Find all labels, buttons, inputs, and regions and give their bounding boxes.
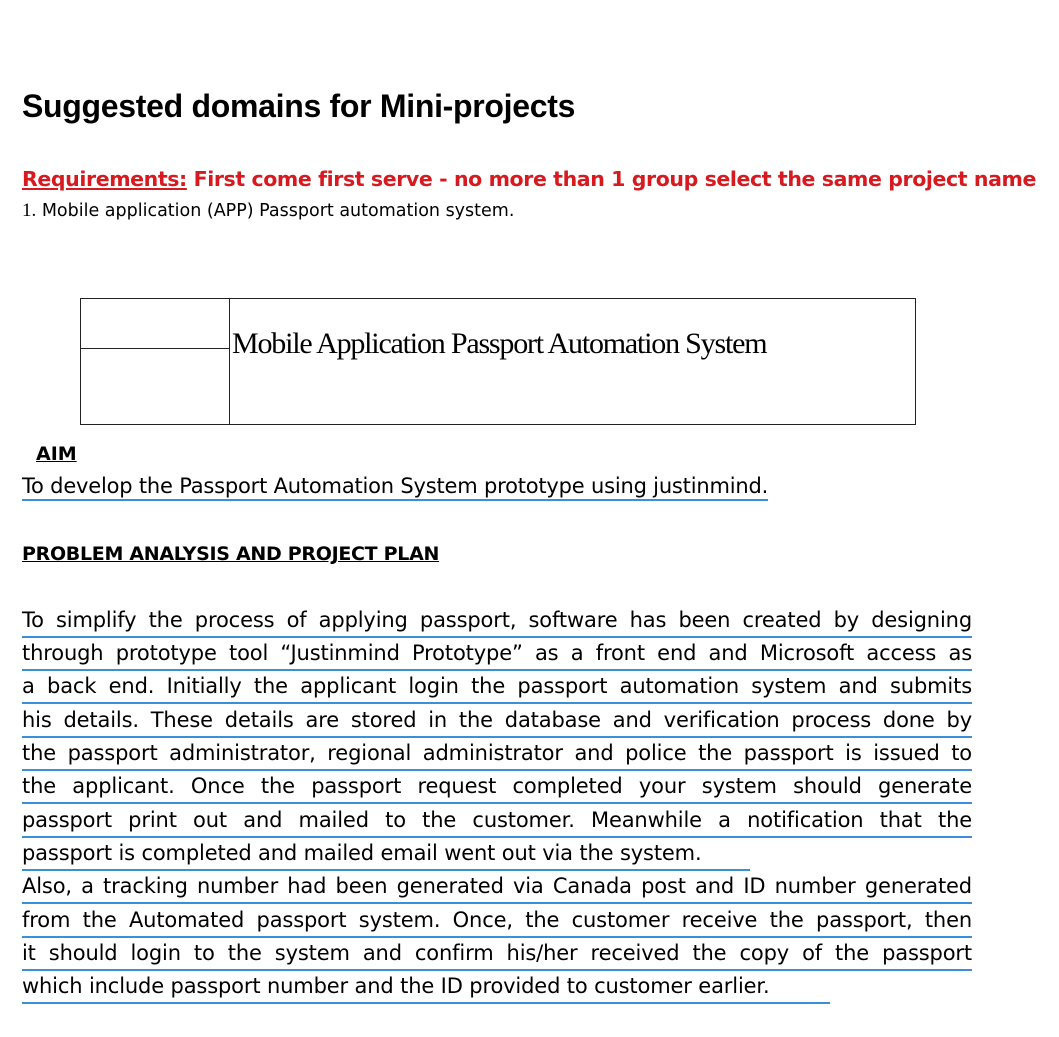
list-item-1 (22, 200, 514, 222)
list-item-number: 1. (22, 200, 37, 221)
aim-text: To develop the Passport Automation System prototype using justinmind. (22, 474, 768, 501)
requirements-text: First come first serve - no more than 1 group select the same project name (186, 167, 1036, 191)
table-divider-vertical (229, 299, 230, 424)
requirements-line (22, 167, 1059, 191)
paragraph-line: which include passport number and the ID provided to customer earlier. (22, 971, 830, 1004)
paragraph-line: from the Automated passport system. Once, the customer receive the passport, then (22, 905, 972, 938)
table-project-title: Mobile Application Passport Automation System (232, 327, 767, 360)
paragraph-line: passport print out and mailed to the customer. Meanwhile a notification that the (22, 805, 972, 838)
paragraph-line: a back end. Initially the applicant login the passport automation system and submits (22, 671, 972, 704)
paragraph-line: To simplify the process of applying passport, software has been created by designing (22, 605, 972, 638)
paragraph-line: passport is completed and mailed email went out via the system. (22, 838, 750, 871)
paragraph-line: his details. These details are stored in the database and verification process done by (22, 705, 972, 738)
aim-heading: AIM (36, 443, 77, 465)
paragraph-line: Also, a tracking number had been generated via Canada post and ID number generated (22, 871, 972, 904)
problem-analysis-heading: PROBLEM ANALYSIS AND PROJECT PLAN (22, 543, 440, 565)
paragraph-line: the passport administrator, regional administrator and police the passport is issued to (22, 738, 972, 771)
page-title: Suggested domains for Mini-projects (22, 88, 576, 124)
paragraph-line: the applicant. Once the passport request completed your system should generate (22, 771, 972, 804)
paragraph-line: it should login to the system and confirm his/her received the copy of the passport (22, 938, 972, 971)
table-divider-horizontal (81, 348, 229, 349)
requirements-label: Requirements: (22, 167, 187, 191)
paragraph-line: through prototype tool “Justinmind Prototype” as a front end and Microsoft access as (22, 638, 972, 671)
project-title-table (80, 298, 916, 425)
list-item-text: Mobile application (APP) Passport automation system. (36, 201, 515, 221)
